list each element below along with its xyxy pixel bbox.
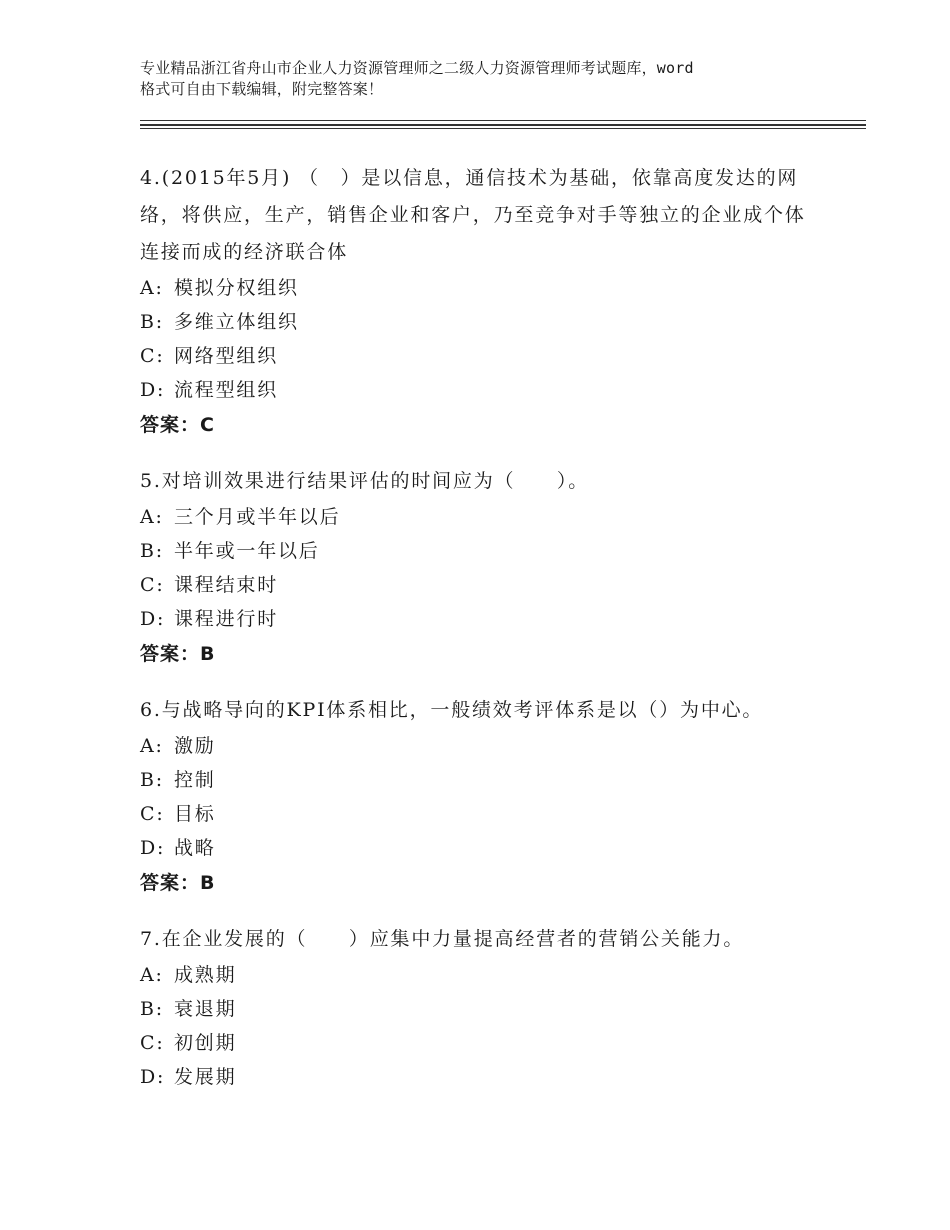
option-c [140, 339, 820, 373]
option-text: 战略 [174, 837, 216, 859]
option-d [140, 831, 820, 865]
option-a [140, 958, 820, 992]
option-letter: D: [140, 1066, 166, 1088]
option-letter: A: [140, 506, 164, 528]
document-header [140, 58, 830, 100]
option-text: 初创期 [174, 1032, 237, 1054]
option-b [140, 992, 820, 1026]
option-text: 网络型组织 [174, 345, 279, 367]
answer-label: 答案：B [140, 872, 216, 894]
option-b [140, 763, 820, 797]
option-letter: B: [140, 998, 164, 1020]
option-letter: B: [140, 540, 164, 562]
option-letter: D: [140, 379, 166, 401]
header-divider-top [140, 120, 866, 121]
question-4 [140, 160, 820, 443]
header-title-line-2: 格式可自由下载编辑，附完整答案！ [140, 80, 384, 98]
option-text: 流程型组织 [174, 379, 279, 401]
option-c [140, 797, 820, 831]
question-6 [140, 692, 820, 901]
option-a [140, 729, 820, 763]
option-d [140, 602, 820, 636]
option-text: 课程进行时 [174, 608, 279, 630]
option-letter: D: [140, 837, 166, 859]
option-letter: B: [140, 769, 164, 791]
option-letter: A: [140, 735, 164, 757]
question-stem: 7.在企业发展的（ ）应集中力量提高经营者的营销公关能力。 [140, 928, 745, 950]
option-text: 控制 [174, 769, 216, 791]
option-text: 成熟期 [174, 964, 237, 986]
option-letter: A: [140, 964, 164, 986]
header-divider-bottom [140, 128, 866, 129]
option-text: 衰退期 [174, 998, 237, 1020]
option-a [140, 271, 820, 305]
option-c [140, 1026, 820, 1060]
header-divider-middle [140, 124, 866, 126]
option-letter: B: [140, 311, 164, 333]
option-letter: C: [140, 574, 165, 596]
option-text: 课程结束时 [174, 574, 279, 596]
option-letter: C: [140, 803, 165, 825]
question-7 [140, 921, 820, 1094]
answer-label: 答案：C [140, 414, 215, 436]
option-letter: A: [140, 277, 164, 299]
option-d [140, 373, 820, 407]
question-list [140, 160, 820, 1114]
option-letter: C: [140, 1032, 165, 1054]
option-text: 模拟分权组织 [174, 277, 299, 299]
question-stem: 5.对培训效果进行结果评估的时间应为（ ）。 [140, 470, 590, 492]
option-letter: D: [140, 608, 166, 630]
option-b [140, 534, 820, 568]
option-d [140, 1060, 820, 1094]
header-title-line-1: 专业精品浙江省舟山市企业人力资源管理师之二级人力资源管理师考试题库，word [140, 59, 694, 77]
option-letter: C: [140, 345, 165, 367]
option-text: 激励 [174, 735, 216, 757]
question-stem: 6.与战略导向的KPI体系相比，一般绩效考评体系是以（）为中心。 [140, 699, 764, 721]
option-a [140, 500, 820, 534]
option-text: 发展期 [174, 1066, 237, 1088]
option-b [140, 305, 820, 339]
question-stem: 4.(2015年5月) （ ）是以信息，通信技术为基础，依靠高度发达的网络，将供应，生产，销售企业和客户，乃至竞争对手等独立的企业成个体连接而成的经济联合体 [140, 167, 806, 263]
option-c [140, 568, 820, 602]
option-text: 目标 [174, 803, 216, 825]
answer-label: 答案：B [140, 643, 216, 665]
option-text: 半年或一年以后 [174, 540, 320, 562]
option-text: 三个月或半年以后 [174, 506, 341, 528]
option-text: 多维立体组织 [174, 311, 299, 333]
question-5 [140, 463, 820, 672]
